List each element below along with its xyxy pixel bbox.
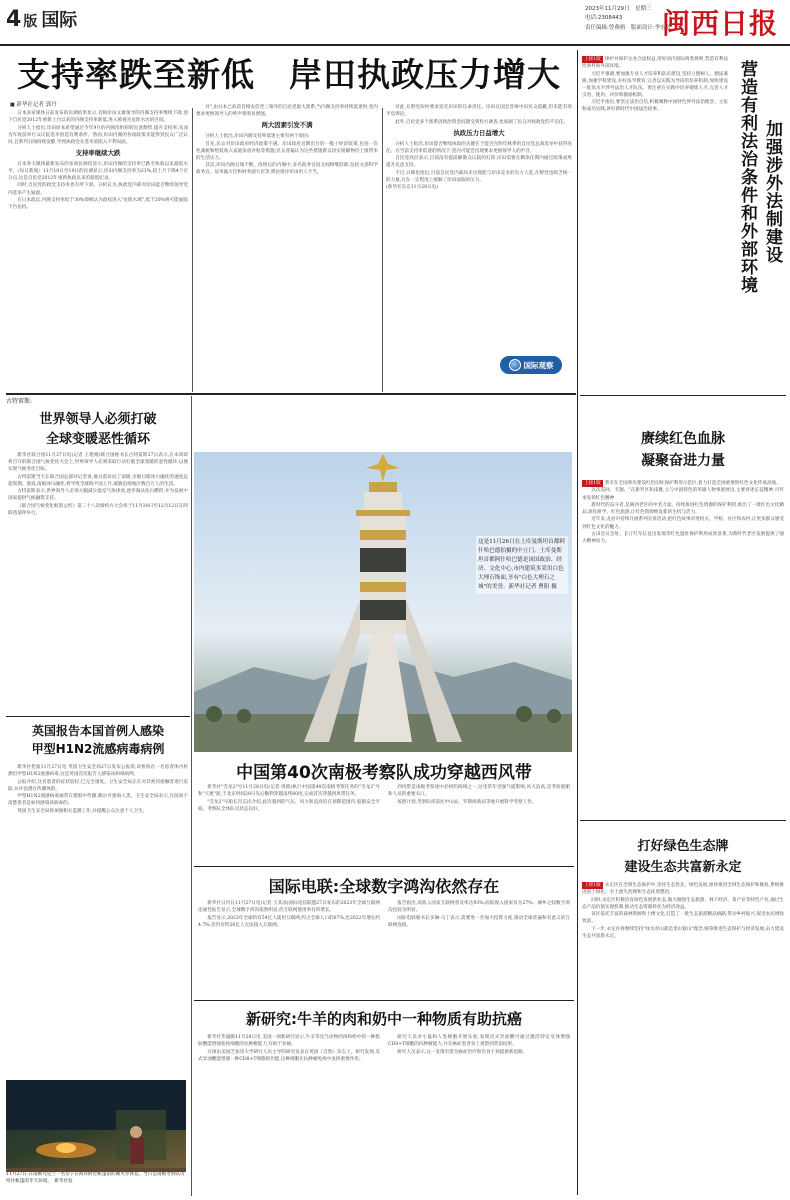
- right-bottom-headline-1: 打好绿色生态牌: [637, 839, 729, 854]
- lead-col-3: [386, 104, 572, 354]
- arch-photo-caption: 这是11月26日在土库曼斯坦首都阿什哈巴德拍摄的中立门。土库曼斯坦首都阿什哈巴德是该国政治、经济、文化中心,市内建筑多采用白色大理石饰面,享有"白色大理石之城"的美誉。新华社记者 曹阳 摄: [476, 536, 568, 594]
- left-lower-paragraph: 甲型H1N2流感病毒通常在猪群中传播,偶尔可感染人类。卫生安全局表示,目前尚不清楚患者是如何感染该病毒的。: [8, 794, 188, 807]
- lead-paragraph: 对此,在野党纷纷要求追究岸田的任命责任。岸田在国会答辩中向民众道歉,但未能有效平息舆论。: [386, 105, 572, 118]
- right-bottom-headline-2: 建设生态共富新永定: [624, 860, 742, 875]
- telecom-paragraph: 国际电联秘书长多琳·马丁表示,需要进一步加大投资力度,推动全球普遍和有意义的互联网连接。: [388, 915, 570, 928]
- header-info: [585, 5, 671, 33]
- newspaper-logo: 闽西日报: [661, 7, 778, 40]
- milk-paragraph: 研究人员对小鼠和人类细胞开展实验,发现反式异油酸可通过激活特定受体增强CD8+T细胞的抗肿瘤能力,并在癌症患者身上观察到类似结果。: [388, 1035, 570, 1048]
- continued-tag: 上接1版: [584, 57, 601, 62]
- telecom-headline: 国际电联:全球数字鸿沟依然存在: [268, 877, 500, 896]
- right-mid-paragraph: 古田会议会址、长汀红军长征出发地等红色遗址保护利用成效显著,为新时代老区发展提供了强大精神动力。: [582, 531, 784, 545]
- continued-tag: 上接1版: [584, 883, 601, 888]
- right-mid-paragraph: 这次巡回、专题、"在新罗区和南雅,立与中国特色的英雄人物事迹展出,主要讲述长征精神,可传承发扬红色精神: [582, 488, 784, 501]
- globe-icon: [509, 359, 521, 371]
- telecom-body: [198, 900, 570, 996]
- left-lower-body: [8, 764, 188, 1074]
- milk-headline: 新研究:牛羊的肉和奶中一种物质有助抗癌: [245, 1010, 522, 1028]
- lead-paragraph: 分析人士指出,岸田内阁支持率低迷主要有两个原因:: [205, 134, 310, 140]
- left-mid-paragraph: 古特雷斯当天在联合国总部对记者说,他日前访问了南极,亲眼目睹冰川融化的速度远超预期。他说,南极冰川融化,将导致全球海平面上升,威胁沿海地区数百万人的生活。: [8, 474, 188, 487]
- left-mid-paragraph: 新华社联合国11月27日电(记者 王建刚)联合国秘书长古特雷斯27日表示,在本周即将召开的联合国气候变化大会上,世界领导人必须采取行动打破全球变暖的恶性循环,以便实现气候变化目标。: [8, 453, 188, 473]
- left-lower-headline-2: 甲型H1N2流感病毒病例: [31, 742, 165, 756]
- right-mid-body: [582, 480, 784, 780]
- telecom-paragraph: 报告显示,2023年全球约有54亿人使用互联网,约占全球人口的67%,比2022年增长约4.7%,但仍有约26亿人无法接入互联网。: [198, 915, 380, 928]
- lead-paragraph: 此外,自民党多个派系因政治资金问题受到检方调查,也加剧了民众对执政党的不信任。: [395, 119, 569, 125]
- right-mid-paragraph: 我市在全国率先建设红色旧址保护利用示范区,着力打造全国重要的红色文化传承高地。: [604, 481, 781, 486]
- neutrality-arch-photo: [194, 452, 572, 752]
- left-lower-headline-1: 英国报告本国首例人感染: [31, 724, 164, 738]
- date-line: 2023年11月29日 星期三: [585, 6, 652, 12]
- arch-illustration: [194, 452, 572, 752]
- right-top-paragraph: 律护并保护企业合法权益,用好国内国际两类规则,营造有利法治条件和外部环境。: [582, 57, 728, 70]
- lead-headline: 支持率跌至新低 岸田执政压力增大: [17, 55, 561, 94]
- left-mid-paragraph: 古特雷斯表示,世界领导人必须大幅减少温室气体排放,逐步淘汰化石燃料,并为发展中国家提供气候融资支持。: [8, 489, 188, 502]
- right-top-paragraph: 习近平强调,要加强专业人才培养和队伍建设,坚持立德树人、德法兼修,加强学科建设,办好法学教育,完善以实践为导向的培养机制,加快建设一批高水平涉外法治人才队伍。要注重在实践中培养锻炼人才,完善人才引进、使用、评价和激励机制。: [582, 71, 728, 98]
- lead-paragraph: 分析人士指出,岸田能否继续执政的关键在于能否在明年秋季的自民党总裁选举中获得连任。在当前支持率低迷的情况下,党内可能会出现要求更换领导人的声音。: [386, 141, 572, 154]
- right-top-headline-1: 营造有利法治条件和外部环境: [737, 60, 757, 294]
- masthead: [0, 0, 790, 46]
- lead-paragraph: 对",由日本已故前首相安倍晋三领导的自民党最大派系,当内阁支持率持续低迷时,党内要求更换领导人的呼声将明显增强。: [196, 105, 378, 118]
- lead-col-1: [8, 110, 188, 390]
- left-mid-body: [8, 452, 188, 714]
- column-rule: [382, 108, 383, 392]
- left-lower-paragraph: 英国卫生安全局将加强相关监测工作,并提醒公众注意个人卫生。: [17, 808, 148, 814]
- left-mid-headline-2: 全球变暖恶性循环: [45, 432, 150, 447]
- section-rule: [194, 866, 574, 867]
- right-mid-headline-2: 凝聚奋进力量: [641, 453, 725, 469]
- section-rule: [194, 1000, 574, 1001]
- left-mid-paragraph: 《联合国气候变化框架公约》第二十八次缔约方大会将于11月30日至12月12日在阿联酋迪拜举行。: [8, 503, 188, 516]
- antarctic-headline: 中国第40次南极考察队成功穿越西风带: [236, 763, 532, 783]
- milk-paragraph: 这项由美国芝加哥大学研究人员主导的研究发表在英国《自然》杂志上。研究发现,反式异油酸能增强一种CD8+T细胞的功能,这种细胞在抗肿瘤免疫中发挥重要作用。: [198, 1049, 380, 1062]
- section-name: 国际: [41, 10, 78, 31]
- telecom-paragraph: 新华社日内瓦11月27日电(记者 王其冰)国际电信联盟27日发布的2023年全球互联网连通性报告显示,全球数字鸿沟依然明显,但互联网使用率有所增长。: [198, 901, 380, 914]
- antarctic-paragraph: 按照计划,考察队将前往中山站、罗斯海新站等地开展科学考察工作。: [397, 799, 537, 805]
- lead-subhead: 支持率继续大跌: [75, 148, 121, 157]
- milk-paragraph: 研究人员表示,这一发现有望为癌症治疗和饮食干预提供新思路。: [397, 1049, 528, 1055]
- lead-paragraph: 在日本政坛,内阁支持率低于30%即被认为政权进入"危险水域",低于20%则可能面临下台危机。: [8, 197, 188, 211]
- section-rule: [6, 716, 190, 717]
- antarctic-paragraph: "雪龙2"号船长肖志民介绍,此次遇到的气压、风力和浪高均在预期范围内,船舶安全平稳。考察队全体队员状态良好。: [198, 799, 380, 812]
- lead-paragraph: (新华社东京11月28日电): [386, 185, 439, 191]
- lead-subhead: 执政压力日益增大: [453, 128, 505, 137]
- continued-tag: 上接1版: [584, 481, 601, 486]
- lead-paragraph: 自民党高层表示,目前没有提前解散众议院的打算,岸田需要在剩余任期内通过政策成果提升民意支持。: [386, 156, 572, 169]
- lead-paragraph: 其次,岸田内阁丑闻不断。改组后的内阁中,多名政务官因丑闻相继辞职,包括文部科学政务官、法务副大臣和财务副大臣等,舆论批评岸田用人不当。: [196, 163, 378, 176]
- right-mid-paragraph: 新时代的奋斗者,是闽西老区的中坚力量。持续推进红色资源的保护利用,推出了一批红色文化精品,深化研学、红色旅游,让红色资源焕发新的生机与活力。: [582, 502, 784, 516]
- right-bottom-paragraph: 该区依托丰富的森林资源和土楼文化,打造了一批生态旅游精品线路,带动乡村振兴,促进农民增收致富。: [582, 912, 784, 925]
- lead-col-2: [196, 104, 378, 392]
- section-rule: [6, 393, 576, 395]
- right-column-divider: [577, 50, 578, 1195]
- right-bottom-body: [582, 882, 784, 1194]
- lead-paragraph: 日本多家媒体日前发布的民调结果显示,首相岸田文雄领导的内阁支持率继续下降,创下自民党2012年重新上台以来的内阁支持率新低,进入被视为危险水位的区间。: [8, 111, 188, 124]
- section-label: 古特雷斯:: [6, 398, 33, 405]
- page-number: [6, 6, 77, 32]
- right-top-headline-2: 加强涉外法制建设: [762, 120, 782, 264]
- international-observation-badge: [500, 356, 562, 374]
- right-bottom-paragraph: 同时,永定区积极培育绿色发展新业态,做大做强生态旅游、林下经济、茶产业等特色产业,通过生态产品价值实现机制,推动生态资源转化为经济效益。: [582, 897, 784, 910]
- lead-paragraph: 不过,日媒也指出,目前自民党内部尚未出现能与岸田竞争的有力人选,在野党也缺乏统一的力量,这在一定程度上缓解了岸田面临的压力。: [386, 170, 572, 183]
- page-suffix: 版: [23, 14, 38, 30]
- left-lower-paragraph: 公报介绍,这名患者的症状较轻,已完全康复。卫生安全局正在对其密切接触者进行追踪,并评估潜在传播风险。: [8, 779, 188, 792]
- antarctic-paragraph: 新华社"雪龙2"号11月28日电(记者 周圆)执行中国第40次南极考察任务的"雪龙2"号和"天惠"轮,于北京时间28日先后顺利穿越南纬60度,完成首次穿越西风带任务。: [198, 785, 380, 798]
- right-mid-headline-1: 赓续红色血脉: [641, 431, 725, 447]
- telecom-paragraph: 报告指出,高收入国家互联网普及率达93%,而低收入国家仅为27%。城乡之间数字鸿沟也较为明显。: [388, 901, 570, 914]
- editor-line: 责任编辑:曾燕榕 版面设计:李宏芳: [585, 24, 672, 31]
- section-rule: [580, 395, 786, 396]
- right-top-paragraph: 习近平指出,要坚定法治自信,积极阐释中国特色涉外法治理念、主张和成功实践,讲好新时代中国法治故事。: [582, 100, 728, 113]
- column-rule: [192, 108, 193, 392]
- lead-paragraph: 同时,自民党的政党支持率也有所下滑。分析认为,执政党内部对岸田能否继续领导党内选举产生疑虑。: [8, 183, 188, 196]
- lead-paragraph: 分析人士指出,岸田原本希望通过今年9月的内阁改组扭转民意颓势,提升支持率,从而为年底前举行众议院选举创造有利条件。然而,岸田内阁的各项政策未能得到民众广泛认同,且系列丑闻持续发酵,导致执政党在选举前陷入不利局面。: [8, 125, 188, 145]
- antarctic-body: [198, 784, 570, 862]
- right-mid-paragraph: 近年来,龙岩市持续开展系列宣讲活动,把红色故事讲进机关、学校、社区和农村,让更多群众感受到红色文化的魅力。: [582, 517, 784, 530]
- tent-photo-caption: 11月27日,在南极乌克兰一名女子在海岸附近帐篷前的篝火旁休息。当日是南极考察队员所住帐篷的冬天环境。 新华社发: [6, 1172, 186, 1194]
- lead-byline: ■ 新华社记者 郭丹: [10, 100, 57, 108]
- badge-label: 国际观察: [523, 360, 554, 370]
- right-top-body: [582, 56, 728, 396]
- milk-body: [198, 1034, 570, 1194]
- lead-paragraph: 日本各大媒体最新发布的多项民调均显示,岸田内阁的支持率已跌至执政以来最低水平。《每日新闻》11月18日至19日的民调显示,岸田内阁支持率为21%,较上月下降4个百分点,这是自民党2012年重新执政以来的最低纪录。: [8, 161, 188, 181]
- antarctic-paragraph: 西风带是南极考察途中必经的海域之一,这里常年受强气旋影响,风大浪高,是考验船舶和人员的重要关口。: [388, 785, 570, 798]
- left-lower-paragraph: 新华社伦敦11月27日电 英国卫生安全局27日发布公报说,该机构在一名患者体内检测出甲型H1N2流感病毒,这是英国首次报告人感染该病毒病例。: [8, 765, 188, 778]
- phone-line: 电话:2308443: [585, 15, 623, 22]
- column-rule: [191, 396, 192, 1196]
- page-number-digit: 4: [6, 7, 22, 32]
- right-bottom-paragraph: 下一步,永定区将继续坚持"绿水青山就是金山银山"理念,统筹推进生态保护与经济发展,奋力建设生态共富新永定。: [582, 926, 784, 939]
- lead-paragraph: 首先,民众对岸田政府经济政策不满。岸田政府近期出台的一揽子经济政策,包括一次性减税和给低收入家庭发放补贴等措施,民众普遍认为这些措施难以切实缓解物价上涨带来的生活压力。: [196, 141, 378, 161]
- right-bottom-paragraph: 永定区在全域生态保护中,坚持生态优先、绿色发展,加快推进全域生态保护和修复,系统推进国土绿化、水土流失治理和生态环境整治。: [582, 883, 784, 896]
- section-rule: [580, 820, 786, 821]
- lead-subhead: 两大因素引发不满: [261, 121, 313, 130]
- left-mid-headline-1: 世界领导人必须打破: [39, 412, 157, 427]
- milk-paragraph: 新华社华盛顿11月28日电 美国一项新研究显示,牛羊等反刍动物的肉和奶中的一种脂肪酸能增强免疫细胞的抗肿瘤能力,有助于抗癌。: [198, 1035, 380, 1048]
